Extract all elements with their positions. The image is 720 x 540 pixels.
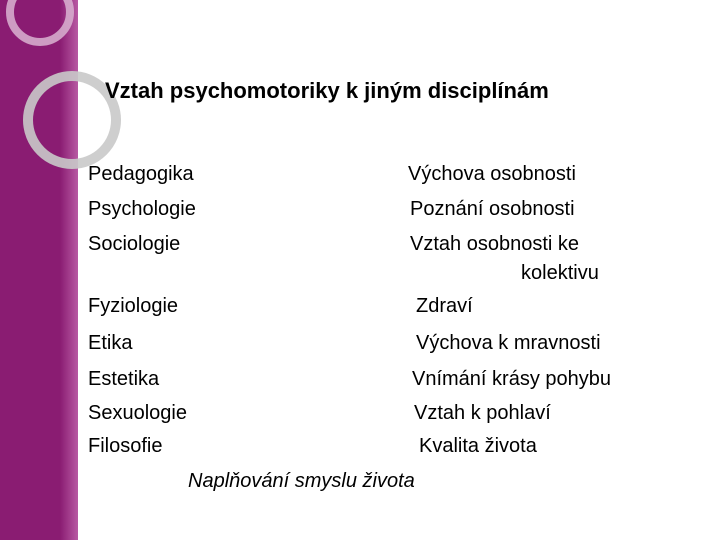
discipline-sociologie: Sociologie xyxy=(88,233,181,255)
relation-psychologie: Poznání osobnosti xyxy=(410,198,575,220)
footer-note: Naplňování smyslu života xyxy=(188,470,415,492)
discipline-psychologie: Psychologie xyxy=(88,198,196,220)
discipline-estetika: Estetika xyxy=(88,368,160,390)
discipline-pedagogika: Pedagogika xyxy=(88,163,194,185)
relation-sociologie-cont: kolektivu xyxy=(521,262,599,284)
relation-sociologie: Vztah osobnosti ke xyxy=(410,233,579,255)
discipline-filosofie: Filosofie xyxy=(88,435,163,457)
page-title: Vztah psychomotoriky k jiným disciplínám xyxy=(105,78,549,103)
relation-sexuologie: Vztah k pohlaví xyxy=(414,402,551,424)
relation-pedagogika: Výchova osobnosti xyxy=(408,163,576,185)
relation-estetika: Vnímání krásy pohybu xyxy=(412,368,611,390)
relation-etika: Výchova k mravnosti xyxy=(416,332,601,354)
discipline-sexuologie: Sexuologie xyxy=(88,402,187,424)
discipline-etika: Etika xyxy=(88,332,133,354)
relation-fyziologie: Zdraví xyxy=(416,295,473,317)
discipline-fyziologie: Fyziologie xyxy=(88,295,179,317)
relation-filosofie: Kvalita života xyxy=(419,435,537,457)
